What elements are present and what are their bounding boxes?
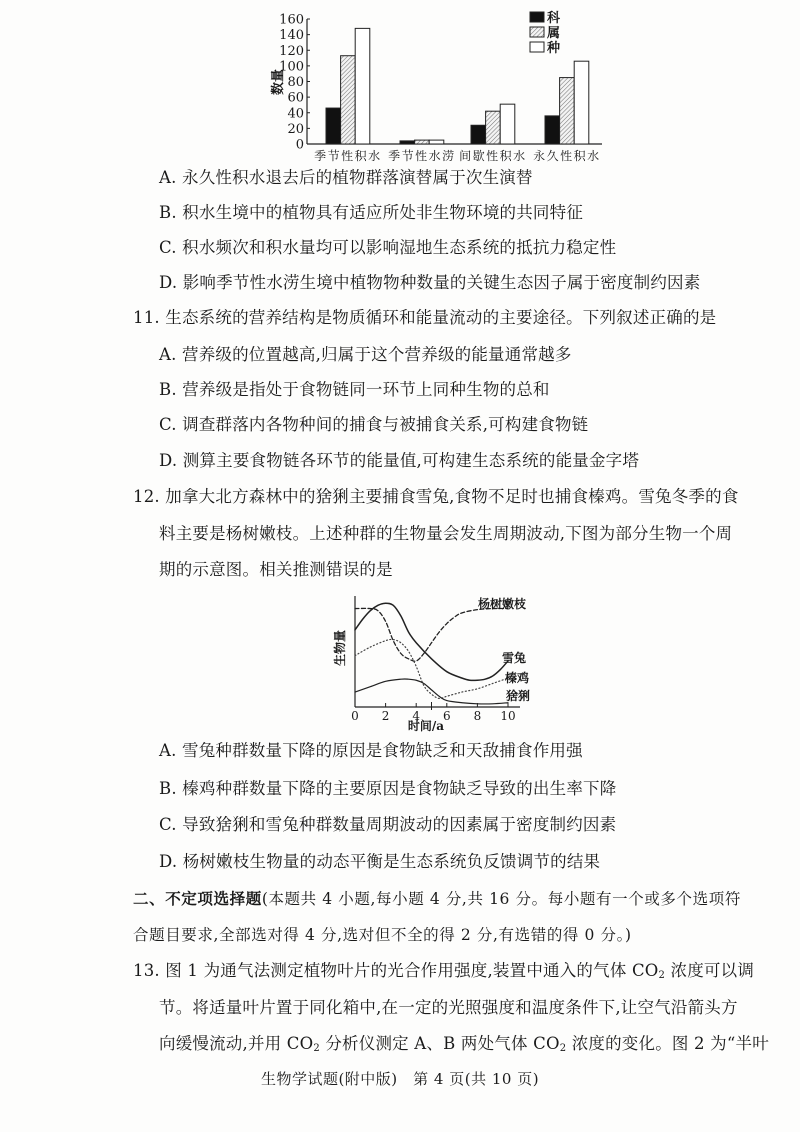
y-tick-label: 100 [279, 59, 304, 75]
q12-stem-line2: 料主要是杨树嫩枝。上述种群的生物量会发生周期波动,下图为部分生物一个周 [159, 524, 733, 543]
y-axis-label: 生物量 [333, 629, 347, 667]
legend-label: 科 [547, 11, 561, 26]
q11-stem: 11. 生态系统的营养结构是物质循环和能量流动的主要途径。下列叙述正确的是 [133, 308, 717, 327]
y-axis-label: 数量 [271, 68, 286, 96]
q13-stem-line3 [159, 1034, 769, 1054]
x-axis-labels [314, 148, 601, 163]
x-tick-label: 10 [500, 709, 516, 723]
bar-属 [415, 140, 430, 144]
line-chart [320, 588, 550, 734]
y-tick-label: 60 [287, 90, 304, 106]
subscript: 2 [559, 1043, 567, 1054]
series-label-grouse: 榛鸡 [505, 671, 530, 685]
series-label-lynx: 猞猁 [506, 689, 531, 703]
bar-科 [326, 108, 341, 144]
q10-option-a[interactable]: A. 永久性积水退去后的植物群落演替属于次生演替 [159, 168, 533, 187]
x-tick-label: 间歇性积水 [459, 149, 527, 163]
bar-种 [500, 104, 515, 144]
section2-title: 二、不定项选择题 [133, 889, 262, 908]
bar-属 [341, 56, 356, 144]
y-tick-label: 0 [295, 137, 304, 153]
section2-instructions: (本题共 4 小题,每小题 4 分,共 16 分。每小题有一个或多个选项符 [261, 890, 741, 908]
q11-option-d[interactable]: D. 测算主要食物链各环节的能量值,可构建生态系统的能量金字塔 [159, 451, 640, 470]
q11-option-c[interactable]: C. 调查群落内各物种间的捕食与被捕食关系,可构建食物链 [159, 415, 589, 434]
bar-种 [574, 61, 589, 144]
text: 向缓慢流动,并用 CO [159, 1034, 314, 1053]
q11-option-a[interactable]: A. 营养级的位置越高,归属于这个营养级的能量通常越多 [159, 345, 572, 364]
bar-科 [471, 125, 486, 144]
x-axis-label: 时间/a [407, 719, 445, 733]
section2-line2: 合题目要求,全部选对得 4 分,选对但不全的得 2 分,有选错的得 0 分。) [133, 926, 632, 944]
q12-stem-line3: 期的示意图。相关推测错误的是 [159, 560, 393, 579]
series-line-猞猁 [355, 679, 508, 704]
x-tick-label: 0 [351, 709, 359, 723]
q12-option-a[interactable]: A. 雪兔种群数量下降的原因是食物缺乏和天敌捕食作用强 [159, 741, 583, 760]
bar-chart [255, 0, 615, 168]
q11-option-b[interactable]: B. 营养级是指处于食物链同一环节上同种生物的总和 [159, 380, 550, 399]
y-tick-label: 20 [287, 121, 304, 137]
q12-option-c[interactable]: C. 导致猞猁和雪兔种群数量周期波动的因素属于密度制约因素 [159, 815, 617, 834]
series-lines [355, 603, 508, 704]
y-tick-label: 140 [279, 28, 304, 44]
x-tick-label: 4 [412, 709, 421, 723]
x-tick-label: 2 [381, 709, 390, 723]
y-tick-label: 80 [287, 75, 304, 90]
text: 浓度的变化。图 2 为“半叶 [566, 1034, 769, 1053]
bar-属 [486, 111, 501, 144]
legend-label: 种 [547, 41, 561, 56]
q13-stem-line2: 节。将适量叶片置于同化箱中,在一定的光照强度和温度条件下,让空气沿箭头方 [159, 998, 738, 1017]
page-footer: 生物学试题(附中版) 第 4 页(共 10 页) [260, 1070, 540, 1088]
q10-option-c[interactable]: C. 积水频次和积水量均可以影响湿地生态系统的抵抗力稳定性 [159, 238, 617, 257]
q10-option-d[interactable]: D. 影响季节性水涝生境中植物物种数量的关键生态因子属于密度制约因素 [159, 273, 701, 292]
x-tick-label: 8 [473, 709, 482, 723]
x-tick-label: 季节性积水 [314, 149, 382, 163]
series-line-杨树嫩枝 [355, 608, 508, 661]
bar-属 [560, 78, 575, 144]
bar-科 [545, 116, 560, 144]
q10-option-b[interactable]: B. 积水生境中的植物具有适应所处非生物环境的共同特征 [159, 203, 584, 222]
series-label-hare: 雪兔 [502, 651, 527, 665]
x-tick-label: 6 [442, 709, 451, 723]
bar-种 [429, 140, 444, 144]
q13-stem-line1 [133, 961, 754, 981]
y-tick-label: 40 [287, 106, 304, 122]
x-tick-label: 永久性积水 [533, 149, 601, 163]
legend-label: 属 [547, 26, 561, 41]
bar-种 [355, 28, 370, 144]
subscript: 2 [313, 1043, 320, 1054]
text: 分析仪测定 A、B 两处气体 CO [319, 1034, 560, 1053]
q12-option-b[interactable]: B. 榛鸡种群数量下降的主要原因是食物缺乏导致的出生率下降 [159, 779, 617, 798]
x-tick-label: 季节性水涝 [388, 149, 456, 163]
legend [530, 10, 561, 56]
q12-option-d[interactable]: D. 杨树嫩枝生物量的动态平衡是生态系统负反馈调节的结果 [159, 852, 601, 871]
section2-line1 [133, 889, 741, 909]
q12-stem-line1: 12. 加拿大北方森林中的猞猁主要捕食雪兔,食物不足时也捕食榛鸡。雪兔冬季的食 [133, 487, 739, 506]
text: 浓度可以调 [665, 961, 755, 980]
series-label-poplar: 杨树嫩枝 [478, 597, 527, 611]
legend-swatch [530, 27, 544, 37]
y-tick-label: 160 [279, 12, 304, 28]
subscript: 2 [658, 970, 666, 981]
y-tick-label: 120 [279, 43, 304, 59]
text: 13. 图 1 为通气法测定植物叶片的光合作用强度,装置中通入的气体 CO [133, 961, 659, 980]
legend-swatch [530, 42, 544, 52]
bar-科 [400, 141, 415, 144]
legend-swatch [530, 12, 544, 22]
